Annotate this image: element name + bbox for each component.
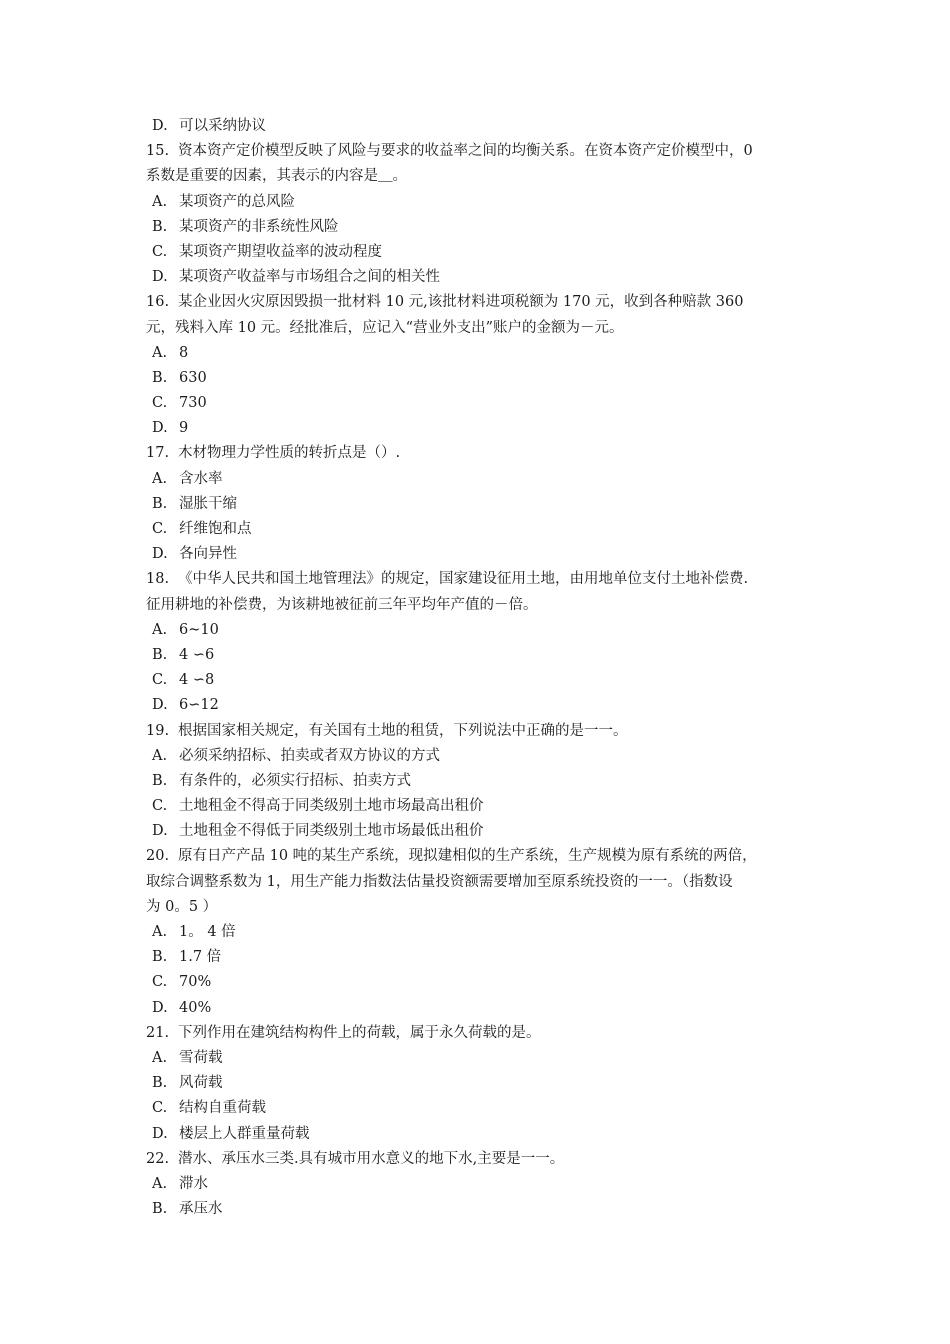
- option-text: 某项资产期望收益率的波动程度: [179, 243, 382, 260]
- option-line: [146, 341, 826, 366]
- question-number: 15.: [146, 143, 170, 160]
- option-line: [146, 945, 826, 970]
- option-line: [146, 920, 826, 945]
- option-text: 承压水: [179, 1201, 223, 1218]
- option-line: [146, 265, 826, 290]
- question-continuation: [146, 870, 826, 895]
- option-letter: D.: [152, 1125, 168, 1142]
- question-number: 18.: [146, 571, 170, 588]
- question-line: [146, 844, 826, 869]
- option-text: 630: [179, 369, 207, 386]
- question-text: 《中华人民共和国土地管理法》的规定，国家建设征用土地，由用地单位支付土地补偿费.: [178, 571, 749, 588]
- option-text: 土地租金不得高于同类级别土地市场最高出租价: [179, 798, 484, 815]
- option-text: 某项资产的非系统性风险: [179, 218, 339, 235]
- option-letter: B.: [152, 495, 168, 512]
- question-text: 资本资产定价模型反映了风险与要求的收益率之间的均衡关系。在资本资产定价模型中，0: [178, 143, 753, 160]
- continuation-text: 取综合调整系数为 1，用生产能力指数法估量投资额需要增加至原系统投资的一一。（指数设: [146, 873, 733, 890]
- option-line: [146, 819, 826, 844]
- option-line: [146, 240, 826, 265]
- option-line: [146, 668, 826, 693]
- option-text: 必须采纳招标、拍卖或者双方协议的方式: [179, 747, 440, 764]
- option-line: [146, 114, 826, 139]
- option-text: 风荷载: [179, 1075, 223, 1092]
- option-letter: B.: [152, 1201, 168, 1218]
- option-text: 可以采纳协议: [179, 118, 266, 134]
- option-line: [146, 215, 826, 240]
- option-text: 结构自重荷载: [179, 1100, 266, 1117]
- question-line: [146, 441, 826, 466]
- option-line: [146, 542, 826, 567]
- question-continuation: [146, 895, 826, 920]
- option-text: 9: [179, 420, 189, 437]
- question-number: 21.: [146, 1024, 170, 1041]
- option-letter: D.: [152, 999, 168, 1016]
- option-text: 某项资产收益率与市场组合之间的相关性: [179, 269, 440, 286]
- option-line: [146, 794, 826, 819]
- option-text: 土地租金不得低于同类级别土地市场最低出租价: [179, 823, 484, 840]
- question-number: 17.: [146, 445, 170, 462]
- continuation-text: 为 0。5 ）: [146, 898, 218, 915]
- continuation-text: 元，残料入库 10 元。经批准后，应记入“营业外支出”账户的金额为－元。: [146, 319, 624, 336]
- option-letter: D.: [152, 420, 168, 437]
- option-text: 6∽12: [179, 697, 219, 714]
- option-text: 滞水: [179, 1175, 208, 1192]
- option-letter: B.: [152, 218, 168, 235]
- question-continuation: [146, 316, 826, 341]
- option-line: [146, 1122, 826, 1147]
- option-line: [146, 1046, 826, 1071]
- option-letter: A.: [152, 193, 168, 210]
- option-line: [146, 391, 826, 416]
- option-text: 70%: [179, 974, 212, 991]
- option-text: 各向异性: [179, 546, 237, 563]
- option-line: [146, 1172, 826, 1197]
- option-text: 730: [179, 395, 207, 412]
- option-text: 楼层上人群重量荷载: [179, 1125, 310, 1142]
- option-line: [146, 366, 826, 391]
- continuation-text: 系数是重要的因素，其表示的内容是＿。: [146, 168, 407, 185]
- option-text: 8: [179, 344, 189, 361]
- option-letter: B.: [152, 646, 168, 663]
- option-text: 4 ∽8: [179, 672, 215, 689]
- option-letter: C.: [152, 798, 168, 815]
- question-line: [146, 139, 826, 164]
- option-text: 某项资产的总风险: [179, 193, 295, 210]
- question-line: [146, 1147, 826, 1172]
- question-line: [146, 719, 826, 744]
- option-letter: A.: [152, 1049, 168, 1066]
- option-line: [146, 769, 826, 794]
- option-letter: C.: [152, 243, 168, 260]
- option-line: [146, 643, 826, 668]
- option-line: [146, 416, 826, 441]
- option-line: [146, 744, 826, 769]
- option-letter: A.: [152, 470, 168, 487]
- question-line: [146, 290, 826, 315]
- option-text: 4 ∽6: [179, 646, 215, 663]
- question-text: 某企业因火灾原因毁损一批材料 10 元,该批材料进项税额为 170 元，收到各种赔款 360: [178, 294, 744, 311]
- option-text: 1。 4 倍: [179, 924, 236, 940]
- option-letter: C.: [152, 974, 168, 991]
- option-letter: A.: [152, 621, 168, 638]
- option-letter: B.: [152, 772, 168, 789]
- option-letter: B.: [152, 1075, 168, 1092]
- question-number: 22.: [146, 1150, 170, 1167]
- question-text: 下列作用在建筑结构构件上的荷载，属于永久荷载的是。: [178, 1024, 541, 1041]
- question-number: 20.: [146, 848, 170, 865]
- option-text: 湿胀干缩: [179, 495, 237, 512]
- option-letter: D.: [152, 697, 168, 714]
- question-line: [146, 567, 826, 592]
- question-number: 19.: [146, 722, 170, 739]
- option-line: [146, 517, 826, 542]
- option-text: 40%: [179, 999, 212, 1016]
- option-line: [146, 1096, 826, 1121]
- option-text: 含水率: [179, 470, 223, 487]
- question-text: 原有日产产品 10 吨的某生产系统，现拟建相似的生产系统，生产规模为原有系统的两倍，: [178, 848, 757, 865]
- option-letter: D.: [152, 546, 168, 563]
- option-letter: C.: [152, 395, 168, 412]
- option-letter: D.: [152, 118, 168, 134]
- question-line: [146, 1021, 826, 1046]
- option-text: 1.7 倍: [179, 949, 222, 966]
- option-letter: C.: [152, 672, 168, 689]
- option-text: 有条件的，必须实行招标、拍卖方式: [179, 772, 411, 789]
- question-text: 潜水、承压水三类.具有城市用水意义的地下水,主要是一一。: [178, 1150, 565, 1167]
- option-line: [146, 970, 826, 995]
- option-line: [146, 996, 826, 1021]
- option-letter: B.: [152, 949, 168, 966]
- question-text: 木材物理力学性质的转折点是（）.: [178, 445, 401, 462]
- option-text: 雪荷载: [179, 1049, 223, 1066]
- option-letter: B.: [152, 369, 168, 386]
- option-letter: A.: [152, 1175, 168, 1192]
- option-text: 6~10: [179, 621, 219, 638]
- option-line: [146, 693, 826, 718]
- option-line: [146, 190, 826, 215]
- option-letter: A.: [152, 747, 168, 764]
- option-line: [146, 467, 826, 492]
- continuation-text: 征用耕地的补偿费，为该耕地被征前三年平均年产值的－倍。: [146, 596, 538, 613]
- option-letter: A.: [152, 344, 168, 361]
- question-continuation: [146, 164, 826, 189]
- question-list: [146, 114, 826, 1222]
- option-letter: D.: [152, 823, 168, 840]
- option-letter: A.: [152, 924, 168, 940]
- option-line: [146, 1071, 826, 1096]
- option-line: [146, 1197, 826, 1222]
- option-letter: D.: [152, 269, 168, 286]
- option-text: 纤维饱和点: [179, 521, 252, 537]
- question-text: 根据国家相关规定，有关国有土地的租赁，下列说法中正确的是一一。: [178, 722, 628, 739]
- option-line: [146, 618, 826, 643]
- option-line: [146, 492, 826, 517]
- option-letter: C.: [152, 1100, 168, 1117]
- option-letter: C.: [152, 521, 168, 537]
- question-continuation: [146, 593, 826, 618]
- question-number: 16.: [146, 294, 170, 311]
